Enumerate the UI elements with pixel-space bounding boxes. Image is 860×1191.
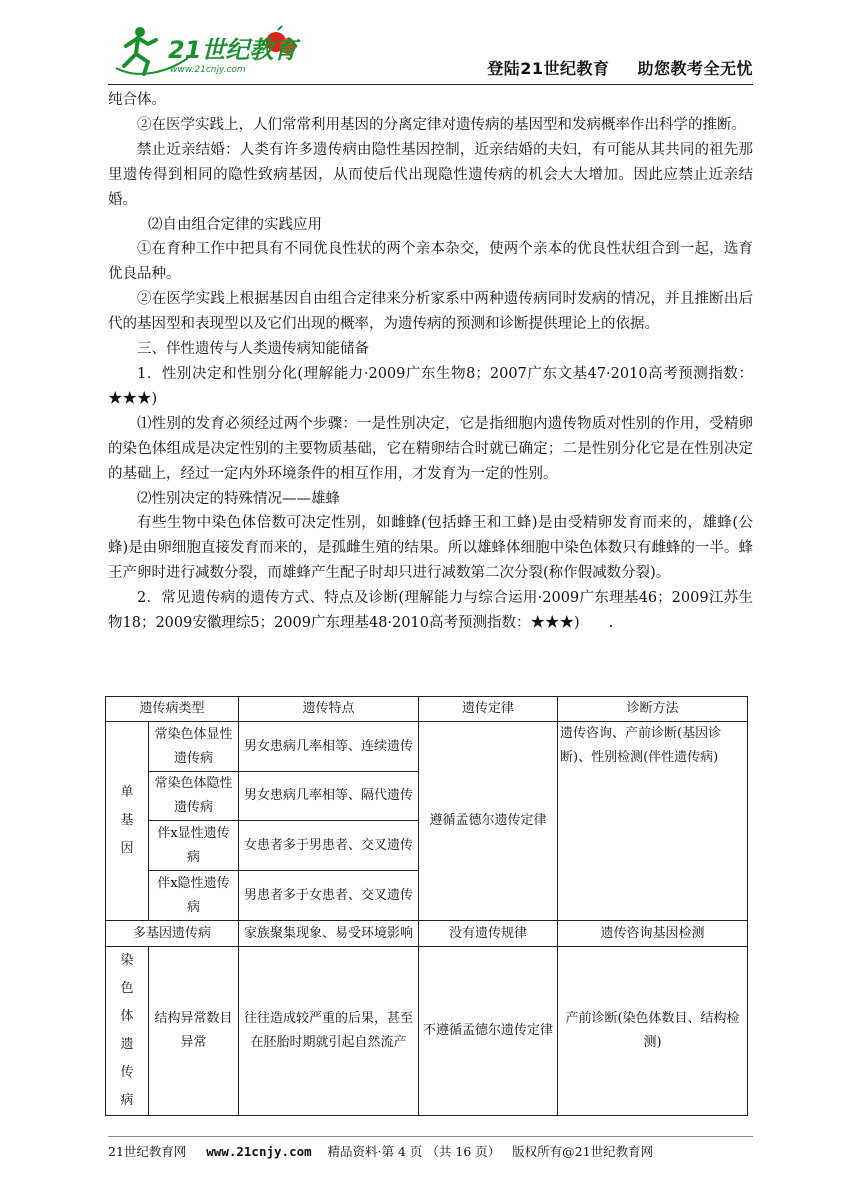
header-divider xyxy=(108,84,753,85)
chromosomal-label: 染色体遗传病 xyxy=(106,947,149,1116)
disease-type-cell: 伴x显性遗传病 xyxy=(149,821,239,871)
subheading: 1．性别决定和性别分化(理解能力·2009广东生物8；2007广东文基47·2010高考预测指数：★★★) xyxy=(108,365,753,407)
logo-url: www.21cnjy.com xyxy=(170,65,246,75)
feature-cell: 家族聚集现象、易受环境影响 xyxy=(239,921,419,947)
page-footer xyxy=(108,1142,753,1160)
paragraph: 纯合体。 xyxy=(108,92,166,108)
header-slogan xyxy=(487,56,753,79)
document-body xyxy=(108,88,753,636)
feature-cell: 女患者多于男患者、交叉遗传 xyxy=(239,821,419,871)
disease-type-cell: 伴x隐性遗传病 xyxy=(149,871,239,921)
slogan-left: 登陆21世纪教育 xyxy=(487,59,610,78)
table-row xyxy=(106,722,748,772)
logo-text: 21世纪教育 xyxy=(168,36,298,64)
footer-copyright: 版权所有@21世纪教育网 xyxy=(512,1144,654,1159)
feature-cell: 男女患病几率相等、连续遗传 xyxy=(239,722,419,772)
single-gene-label: 单基因 xyxy=(106,722,149,921)
footer-divider xyxy=(108,1136,753,1137)
diagnosis-cell: 遗传咨询、产前诊断(基因诊断)、性别检测(伴性遗传病) xyxy=(558,722,748,921)
diagnosis-cell: 产前诊断(染色体数目、结构检测) xyxy=(558,947,748,1116)
footer-site-link[interactable]: www.21cnjy.com xyxy=(206,1144,312,1159)
table-row xyxy=(106,921,748,947)
paragraph: ①在育种工作中把具有不同优良性状的两个亲本杂交，使两个亲本的优良性状组合到一起，选育优良品种。 xyxy=(108,241,753,283)
feature-cell: 往往造成较严重的后果，甚至在胚胎时期就引起自然流产 xyxy=(239,947,419,1116)
logo xyxy=(108,22,308,82)
disease-type-cell: 常染色体隐性遗传病 xyxy=(149,772,239,821)
subheading: 2．常见遗传病的遗传方式、特点及诊断(理解能力与综合运用·2009广东理基46；2009江苏生物18；2009安徽理综5；2009广东理基48·2010高考预测指数：★★★) . xyxy=(108,590,753,632)
table-header-row xyxy=(106,697,748,722)
law-cell: 没有遗传规律 xyxy=(419,921,558,947)
paragraph: 禁止近亲结婚：人类有许多遗传病由隐性基因控制，近亲结婚的夫妇，有可能从其共同的祖先那里遗传得到相同的隐性致病基因，从而使后代出现隐性遗传病的机会大大增加。因此应禁止近亲结婚。 xyxy=(108,141,753,208)
table-header-cell: 遗传特点 xyxy=(239,697,419,722)
table-header-cell: 遗传定律 xyxy=(419,697,558,722)
disease-type-cell: 常染色体显性遗传病 xyxy=(149,722,239,772)
page-header xyxy=(108,22,753,84)
paragraph: ②在医学实践上根据基因自由组合定律来分析家系中两种遗传病同时发病的情况，并且推断出后代的基因型和表现型以及它们出现的概率，为遗传病的预测和诊断提供理论上的依据。 xyxy=(108,291,753,333)
paragraph: 有些生物中染色体倍数可决定性别，如雌蜂(包括蜂王和工蜂)是由受精卵发育而来的，雄蜂(公蜂)是由卵细胞直接发育而来的，是孤雌生殖的结果。所以雄蜂体细胞中染色体数只有雌蜂的一半。蜂王产卵时进行减数分裂，而雄蜂产生配子时却只进行减数第二次分裂(称作假减数分裂)。 xyxy=(108,515,753,582)
feature-cell: 男女患病几率相等、隔代遗传 xyxy=(239,772,419,821)
footer-page-info: 精品资料·第 4 页 （共 16 页） xyxy=(327,1144,501,1159)
subheading: ⑵自由组合定律的实践应用 xyxy=(148,216,322,233)
genetic-disease-table xyxy=(105,696,748,1116)
law-cell: 遵循孟德尔遗传定律 xyxy=(419,722,558,921)
table-row xyxy=(106,947,748,1116)
disease-type-cell: 结构异常数目异常 xyxy=(149,947,239,1116)
disease-type-cell: 多基因遗传病 xyxy=(106,921,239,947)
paragraph: ②在医学实践上，人们常常利用基因的分离定律对遗传病的基因型和发病概率作出科学的推断。 xyxy=(137,116,746,133)
feature-cell: 男患者多于女患者、交叉遗传 xyxy=(239,871,419,921)
paragraph: ⑴性别的发育必须经过两个步骤：一是性别决定，它是指细胞内遗传物质对性别的作用，受精卵的染色体组成是决定性别的主要物质基础，它在精卵结合时就已确定；二是性别分化它是在性别决定的基础上，经过一定内外环境条件的相互作用，才发育为一定的性别。 xyxy=(108,415,753,482)
subheading: ⑵性别决定的特殊情况——雄蜂 xyxy=(137,490,340,507)
law-cell: 不遵循孟德尔遗传定律 xyxy=(419,947,558,1116)
footer-left: 21世纪教育网 xyxy=(108,1144,187,1159)
diagnosis-cell: 遗传咨询基因检测 xyxy=(558,921,748,947)
section-heading: 三、伴性遗传与人类遗传病知能储备 xyxy=(137,341,369,358)
table-header-cell: 遗传病类型 xyxy=(106,697,239,722)
slogan-right: 助您教考全无忧 xyxy=(637,59,753,78)
table-header-cell: 诊断方法 xyxy=(558,697,748,722)
